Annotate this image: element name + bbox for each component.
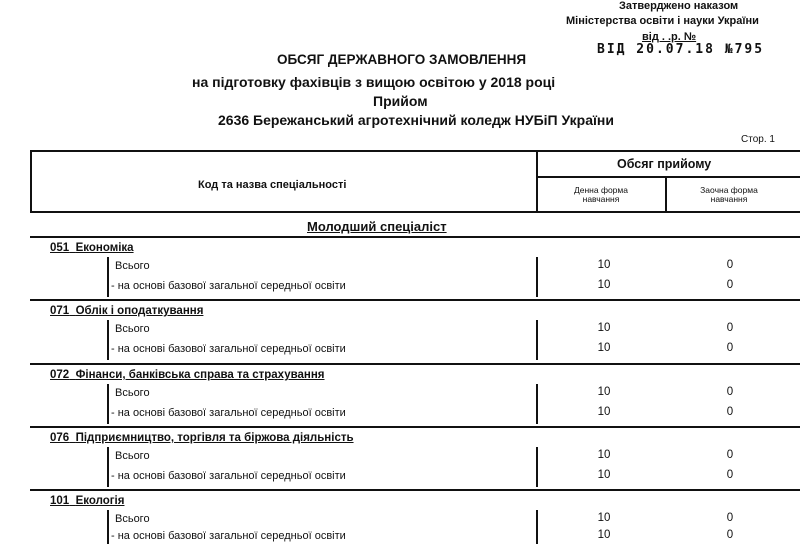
admission-heading: Прийом xyxy=(373,93,428,109)
value-day-basic: 10 xyxy=(597,342,611,354)
value-day-basic: 10 xyxy=(597,529,611,541)
row-label-basic: - на основі базової загальної середньої освіти xyxy=(111,280,346,292)
row-label-basic: - на основі базової загальної середньої освіти xyxy=(111,343,346,355)
row-label-total: Всього xyxy=(115,450,150,462)
specialty-title: 071 Облік і оподаткування xyxy=(50,305,204,317)
header-code-name: Код та назва спеціальності xyxy=(198,179,347,191)
specialty-divider xyxy=(30,489,800,491)
institution-name: 2636 Бережанський агротехнічний коледж НУБіП України xyxy=(218,112,614,128)
specialty-title: 076 Підприємництво, торгівля та біржова діяльність xyxy=(50,432,354,444)
row-label-total: Всього xyxy=(115,513,150,525)
approval-line-3: від . .р. № xyxy=(642,31,697,43)
specialty-title: 051 Економіка xyxy=(50,242,134,254)
header-column-divider xyxy=(665,176,667,212)
row-bracket xyxy=(107,384,109,424)
approval-stamp: ВІД 20.07.18 №795 xyxy=(597,42,765,57)
value-ext-basic: 0 xyxy=(726,279,734,291)
value-ext-basic: 0 xyxy=(726,406,734,418)
page-number: Стор. 1 xyxy=(741,134,775,145)
header-volume: Обсяг прийому xyxy=(617,157,712,171)
value-ext-basic: 0 xyxy=(726,469,734,481)
row-bracket xyxy=(107,320,109,360)
specialty-divider xyxy=(30,363,800,365)
row-label-basic: - на основі базової загальної середньої освіти xyxy=(111,407,346,419)
value-day-total: 10 xyxy=(597,322,611,334)
value-day-basic: 10 xyxy=(597,406,611,418)
header-divider xyxy=(536,176,800,178)
value-day-total: 10 xyxy=(597,386,611,398)
header-middle-border xyxy=(536,150,538,212)
value-day-total: 10 xyxy=(597,512,611,524)
row-bracket-right xyxy=(536,510,538,544)
row-label-basic: - на основі базової загальної середньої освіти xyxy=(111,470,346,482)
row-label-basic: - на основі базової загальної середньої освіти xyxy=(111,530,346,542)
specialty-title: 072 Фінанси, банківська справа та страхування xyxy=(50,369,325,381)
row-bracket-right xyxy=(536,447,538,487)
row-label-total: Всього xyxy=(115,387,150,399)
row-label-total: Всього xyxy=(115,260,150,272)
header-bottom-border xyxy=(30,211,800,213)
document-title: ОБСЯГ ДЕРЖАВНОГО ЗАМОВЛЕННЯ xyxy=(277,52,527,67)
specialty-divider xyxy=(30,299,800,301)
header-left-border xyxy=(30,150,32,212)
row-bracket-right xyxy=(536,257,538,297)
specialty-divider xyxy=(30,426,800,428)
row-bracket xyxy=(107,510,109,544)
level-divider xyxy=(30,236,800,238)
header-fulltime: Денна форма навчання xyxy=(574,185,628,204)
header-parttime: Заочна форма навчання xyxy=(700,185,758,204)
value-day-basic: 10 xyxy=(597,469,611,481)
value-ext-basic: 0 xyxy=(726,342,734,354)
row-bracket-right xyxy=(536,320,538,360)
value-ext-total: 0 xyxy=(726,449,734,461)
value-ext-total: 0 xyxy=(726,512,734,524)
specialty-title: 101 Екологія xyxy=(50,495,125,507)
value-day-total: 10 xyxy=(597,449,611,461)
value-ext-basic: 0 xyxy=(726,529,734,541)
value-ext-total: 0 xyxy=(726,386,734,398)
row-bracket xyxy=(107,257,109,297)
value-ext-total: 0 xyxy=(726,322,734,334)
approval-line-2: Міністерства освіти і науки України xyxy=(566,15,759,27)
value-day-basic: 10 xyxy=(597,279,611,291)
value-day-total: 10 xyxy=(597,259,611,271)
education-level: Молодший спеціаліст xyxy=(307,219,447,234)
row-bracket xyxy=(107,447,109,487)
document-subtitle: на підготовку фахівців з вищою освітою у 2018 році xyxy=(192,74,556,90)
row-label-total: Всього xyxy=(115,323,150,335)
table-top-border xyxy=(30,150,800,152)
row-bracket-right xyxy=(536,384,538,424)
value-ext-total: 0 xyxy=(726,259,734,271)
approval-line-1: Затверджено наказом xyxy=(619,0,739,12)
